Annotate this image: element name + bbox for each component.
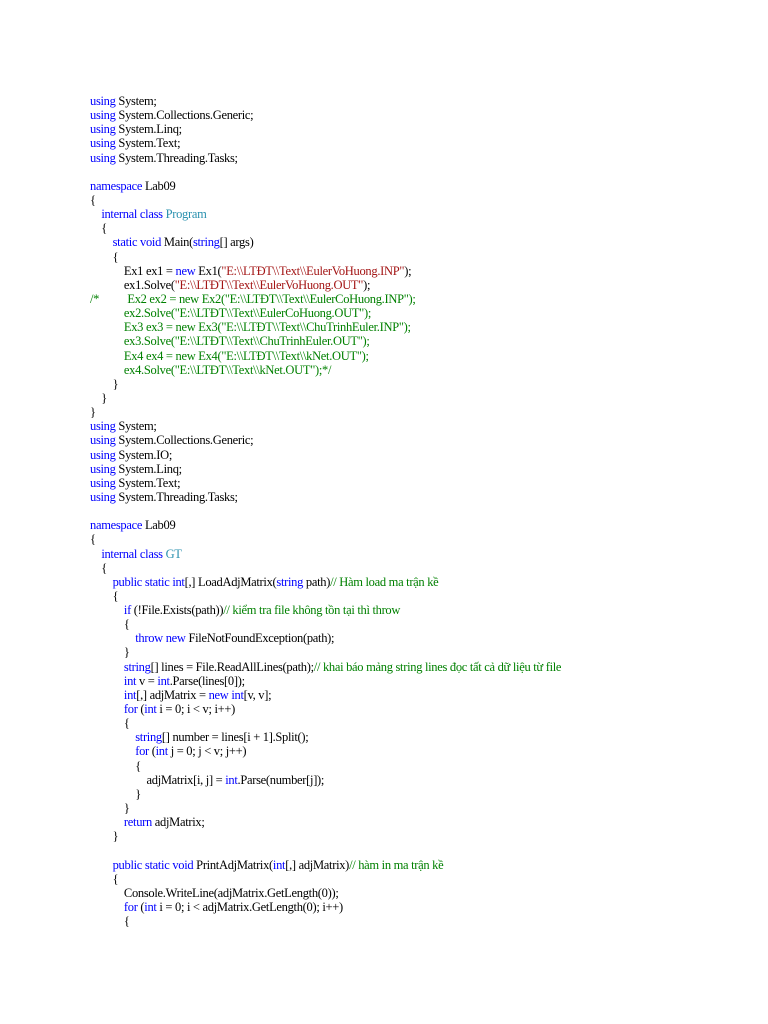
code-token: .Parse(lines[0]); <box>169 673 245 688</box>
code-token: { <box>90 914 130 929</box>
code-line <box>90 829 561 843</box>
code-line <box>90 405 561 419</box>
code-token: using <box>90 150 116 165</box>
code-token: "E:\\LTĐT\\Text\\EulerVoHuong.INP" <box>221 263 405 278</box>
code-token: Ex3 ex3 = new Ex3("E:\\LTĐT\\Text\\ChuTrinhEuler.INP"); <box>90 320 411 335</box>
code-token: public <box>112 857 143 872</box>
code-token: using <box>90 461 116 476</box>
code-token: int <box>144 900 157 915</box>
code-token: string <box>276 574 304 589</box>
code-token: System.Threading.Tasks; <box>115 489 238 504</box>
code-token: adjMatrix[i, j] = <box>90 772 226 787</box>
code-token: for <box>123 702 138 717</box>
code-token: System; <box>115 419 157 434</box>
code-token: [] args) <box>219 235 254 250</box>
code-token: ex3.Solve("E:\\LTĐT\\Text\\ChuTrinhEuler.OUT"); <box>90 334 370 349</box>
code-token: int <box>172 574 185 589</box>
code-token: using <box>90 419 116 434</box>
code-token: for <box>123 900 138 915</box>
code-token: { <box>90 871 119 886</box>
code-token: ( <box>137 900 145 915</box>
code-token: System.Linq; <box>115 122 182 137</box>
code-line <box>90 886 561 900</box>
code-line <box>90 603 561 617</box>
code-token: namespace <box>90 518 143 533</box>
code-token: int <box>272 857 286 872</box>
code-line <box>90 250 561 264</box>
code-token: System.Text; <box>115 136 181 151</box>
code-token: new <box>175 263 196 278</box>
code-line <box>90 589 561 603</box>
code-line <box>90 320 561 334</box>
code-token: new <box>208 687 229 702</box>
code-token: int <box>123 673 137 688</box>
code-token: ( <box>148 744 156 759</box>
code-line <box>90 377 561 391</box>
code-token <box>90 815 124 829</box>
code-token: } <box>90 645 130 660</box>
code-line <box>90 801 561 815</box>
code-line <box>90 94 561 108</box>
code-token: .Parse(number[j]); <box>237 772 325 787</box>
code-line <box>90 264 561 278</box>
code-token: string <box>135 730 162 745</box>
code-token: } <box>90 801 130 816</box>
code-token <box>90 744 135 758</box>
code-token: for <box>135 744 149 759</box>
code-line <box>90 462 561 476</box>
code-line <box>90 278 561 292</box>
code-line <box>90 419 561 433</box>
code-token: static <box>144 857 170 872</box>
code-line <box>90 504 561 518</box>
code-token <box>90 207 101 221</box>
code-token <box>90 603 124 617</box>
code-token: internal <box>101 207 138 222</box>
code-line <box>90 631 561 645</box>
code-token: static <box>112 235 138 250</box>
code-token: Main( <box>161 235 193 250</box>
code-token: ); <box>404 263 412 278</box>
code-line <box>90 476 561 490</box>
code-token: ex1.Solve( <box>90 277 175 292</box>
code-token <box>90 674 124 688</box>
code-line <box>90 914 561 928</box>
code-token: class <box>139 207 163 222</box>
code-token: Program <box>165 207 207 222</box>
code-token: { <box>90 758 141 773</box>
code-token: } <box>90 786 141 801</box>
code-token: ex2.Solve("E:\\LTĐT\\Text\\EulerCoHuong.OUT"); <box>90 306 372 321</box>
code-token: System.Collections.Generic; <box>115 433 254 448</box>
code-token <box>90 235 113 249</box>
code-token: class <box>139 546 163 561</box>
code-token: { <box>90 192 96 207</box>
code-token: return <box>123 815 152 830</box>
code-token: Lab09 <box>142 178 176 193</box>
code-line <box>90 730 561 744</box>
code-token: { <box>90 560 107 575</box>
code-token: /* Ex2 ex2 = new Ex2("E:\\LTĐT\\Text\\EulerCoHuong.INP"); <box>90 291 416 306</box>
code-token: i = 0; i < v; i++) <box>156 702 235 717</box>
code-token: "E:\\LTĐT\\Text\\EulerVoHuong.OUT" <box>174 277 364 292</box>
code-line <box>90 575 561 589</box>
code-line <box>90 151 561 165</box>
code-line <box>90 787 561 801</box>
code-token: int <box>225 772 238 787</box>
code-token: using <box>90 433 116 448</box>
code-token: } <box>90 829 119 844</box>
code-token: { <box>90 532 96 547</box>
code-token: { <box>90 716 130 731</box>
code-token: PrintAdjMatrix( <box>193 857 273 872</box>
code-token: static <box>144 574 170 589</box>
code-token: Ex4 ex4 = new Ex4("E:\\LTĐT\\Text\\kNet.OUT"); <box>90 348 369 363</box>
code-line <box>90 122 561 136</box>
code-line <box>90 334 561 348</box>
code-token: internal <box>101 546 138 561</box>
code-line <box>90 108 561 122</box>
code-token: } <box>90 405 96 420</box>
code-line <box>90 617 561 631</box>
code-token: ); <box>363 277 371 292</box>
code-token: int <box>144 702 157 717</box>
code-token: string <box>192 235 220 250</box>
code-token: (!File.Exists(path)) <box>130 603 224 618</box>
code-line <box>90 363 561 377</box>
code-token: v = <box>136 673 158 688</box>
code-token <box>90 575 113 589</box>
code-listing <box>90 94 561 928</box>
code-token: [,] LoadAdjMatrix( <box>184 574 277 589</box>
code-token: // khai báo mảng string lines đọc tất cả dữ liệu từ file <box>313 659 562 674</box>
code-token: int <box>155 744 168 759</box>
code-token: void <box>140 235 162 250</box>
code-token: using <box>90 489 116 504</box>
code-line <box>90 193 561 207</box>
code-token: path) <box>303 574 331 589</box>
code-token: [v, v]; <box>243 687 272 702</box>
code-token <box>90 631 135 645</box>
code-token: if <box>123 603 131 618</box>
code-line <box>90 744 561 758</box>
code-line <box>90 561 561 575</box>
code-line <box>90 448 561 462</box>
code-token: System; <box>115 94 157 108</box>
code-token: using <box>90 94 116 108</box>
code-token: } <box>90 390 107 405</box>
code-line <box>90 165 561 179</box>
code-line <box>90 518 561 532</box>
code-token: public <box>112 574 143 589</box>
code-line <box>90 235 561 249</box>
code-token <box>90 730 135 744</box>
code-token: using <box>90 122 116 137</box>
code-line <box>90 221 561 235</box>
code-token: // kiểm tra file không tồn tại thì throw <box>223 603 401 618</box>
code-token: int <box>157 673 170 688</box>
code-line <box>90 207 561 221</box>
code-line <box>90 716 561 730</box>
code-token: adjMatrix; <box>151 815 205 830</box>
code-token: Ex1 ex1 = <box>90 263 176 278</box>
code-token: [,] adjMatrix) <box>285 857 350 872</box>
code-line <box>90 433 561 447</box>
code-token: { <box>90 221 107 236</box>
code-line <box>90 674 561 688</box>
code-token: System.Collections.Generic; <box>115 108 254 123</box>
code-line <box>90 292 561 306</box>
code-token: ex4.Solve("E:\\LTĐT\\Text\\kNet.OUT");*/ <box>90 362 332 377</box>
code-token: Ex1( <box>195 263 222 278</box>
code-line <box>90 490 561 504</box>
code-token: // hàm in ma trận kề <box>349 857 444 872</box>
code-token: using <box>90 447 116 462</box>
code-line <box>90 645 561 659</box>
code-token <box>90 688 124 702</box>
code-token: namespace <box>90 178 143 193</box>
code-token: [] number = lines[i + 1].Split(); <box>161 730 309 745</box>
code-token: [,] adjMatrix = <box>136 687 209 702</box>
code-line <box>90 900 561 914</box>
code-token: System.Text; <box>115 475 181 490</box>
code-line <box>90 349 561 363</box>
code-token: ( <box>137 702 145 717</box>
code-token: FileNotFoundException(path); <box>185 631 335 646</box>
code-line <box>90 547 561 561</box>
code-token: // Hàm load ma trận kề <box>330 574 439 589</box>
code-token: using <box>90 475 116 490</box>
code-token: string <box>123 659 151 674</box>
code-token: } <box>90 376 119 391</box>
code-token: { <box>90 617 130 632</box>
code-token <box>90 660 124 674</box>
code-token: void <box>172 857 194 872</box>
code-token: System.IO; <box>115 447 173 462</box>
code-line <box>90 532 561 546</box>
code-line <box>90 136 561 150</box>
code-line <box>90 773 561 787</box>
code-token: j = 0; j < v; j++) <box>167 744 247 759</box>
code-line <box>90 702 561 716</box>
code-token: new <box>165 631 186 646</box>
code-token: { <box>90 588 119 603</box>
code-token <box>90 702 124 716</box>
code-token: Console.WriteLine(adjMatrix.GetLength(0)); <box>90 885 339 900</box>
code-token <box>90 547 101 561</box>
code-line <box>90 872 561 886</box>
code-token: GT <box>165 546 182 561</box>
code-token: System.Threading.Tasks; <box>115 150 238 165</box>
code-line <box>90 688 561 702</box>
code-line <box>90 179 561 193</box>
code-token: using <box>90 136 116 151</box>
code-line <box>90 306 561 320</box>
code-token: [] lines = File.ReadAllLines(path); <box>150 659 314 674</box>
code-token: throw <box>135 631 163 646</box>
code-token: int <box>231 687 244 702</box>
code-token <box>90 858 113 872</box>
code-token: i = 0; i < adjMatrix.GetLength(0); i++) <box>156 900 343 915</box>
code-line <box>90 858 561 872</box>
code-line <box>90 759 561 773</box>
code-token: { <box>90 249 119 264</box>
code-line <box>90 843 561 857</box>
code-line <box>90 815 561 829</box>
code-line <box>90 391 561 405</box>
code-line <box>90 660 561 674</box>
code-token <box>90 900 124 914</box>
code-token: Lab09 <box>142 518 176 533</box>
code-token: System.Linq; <box>115 461 182 476</box>
code-token: int <box>123 687 137 702</box>
code-token: using <box>90 108 116 123</box>
